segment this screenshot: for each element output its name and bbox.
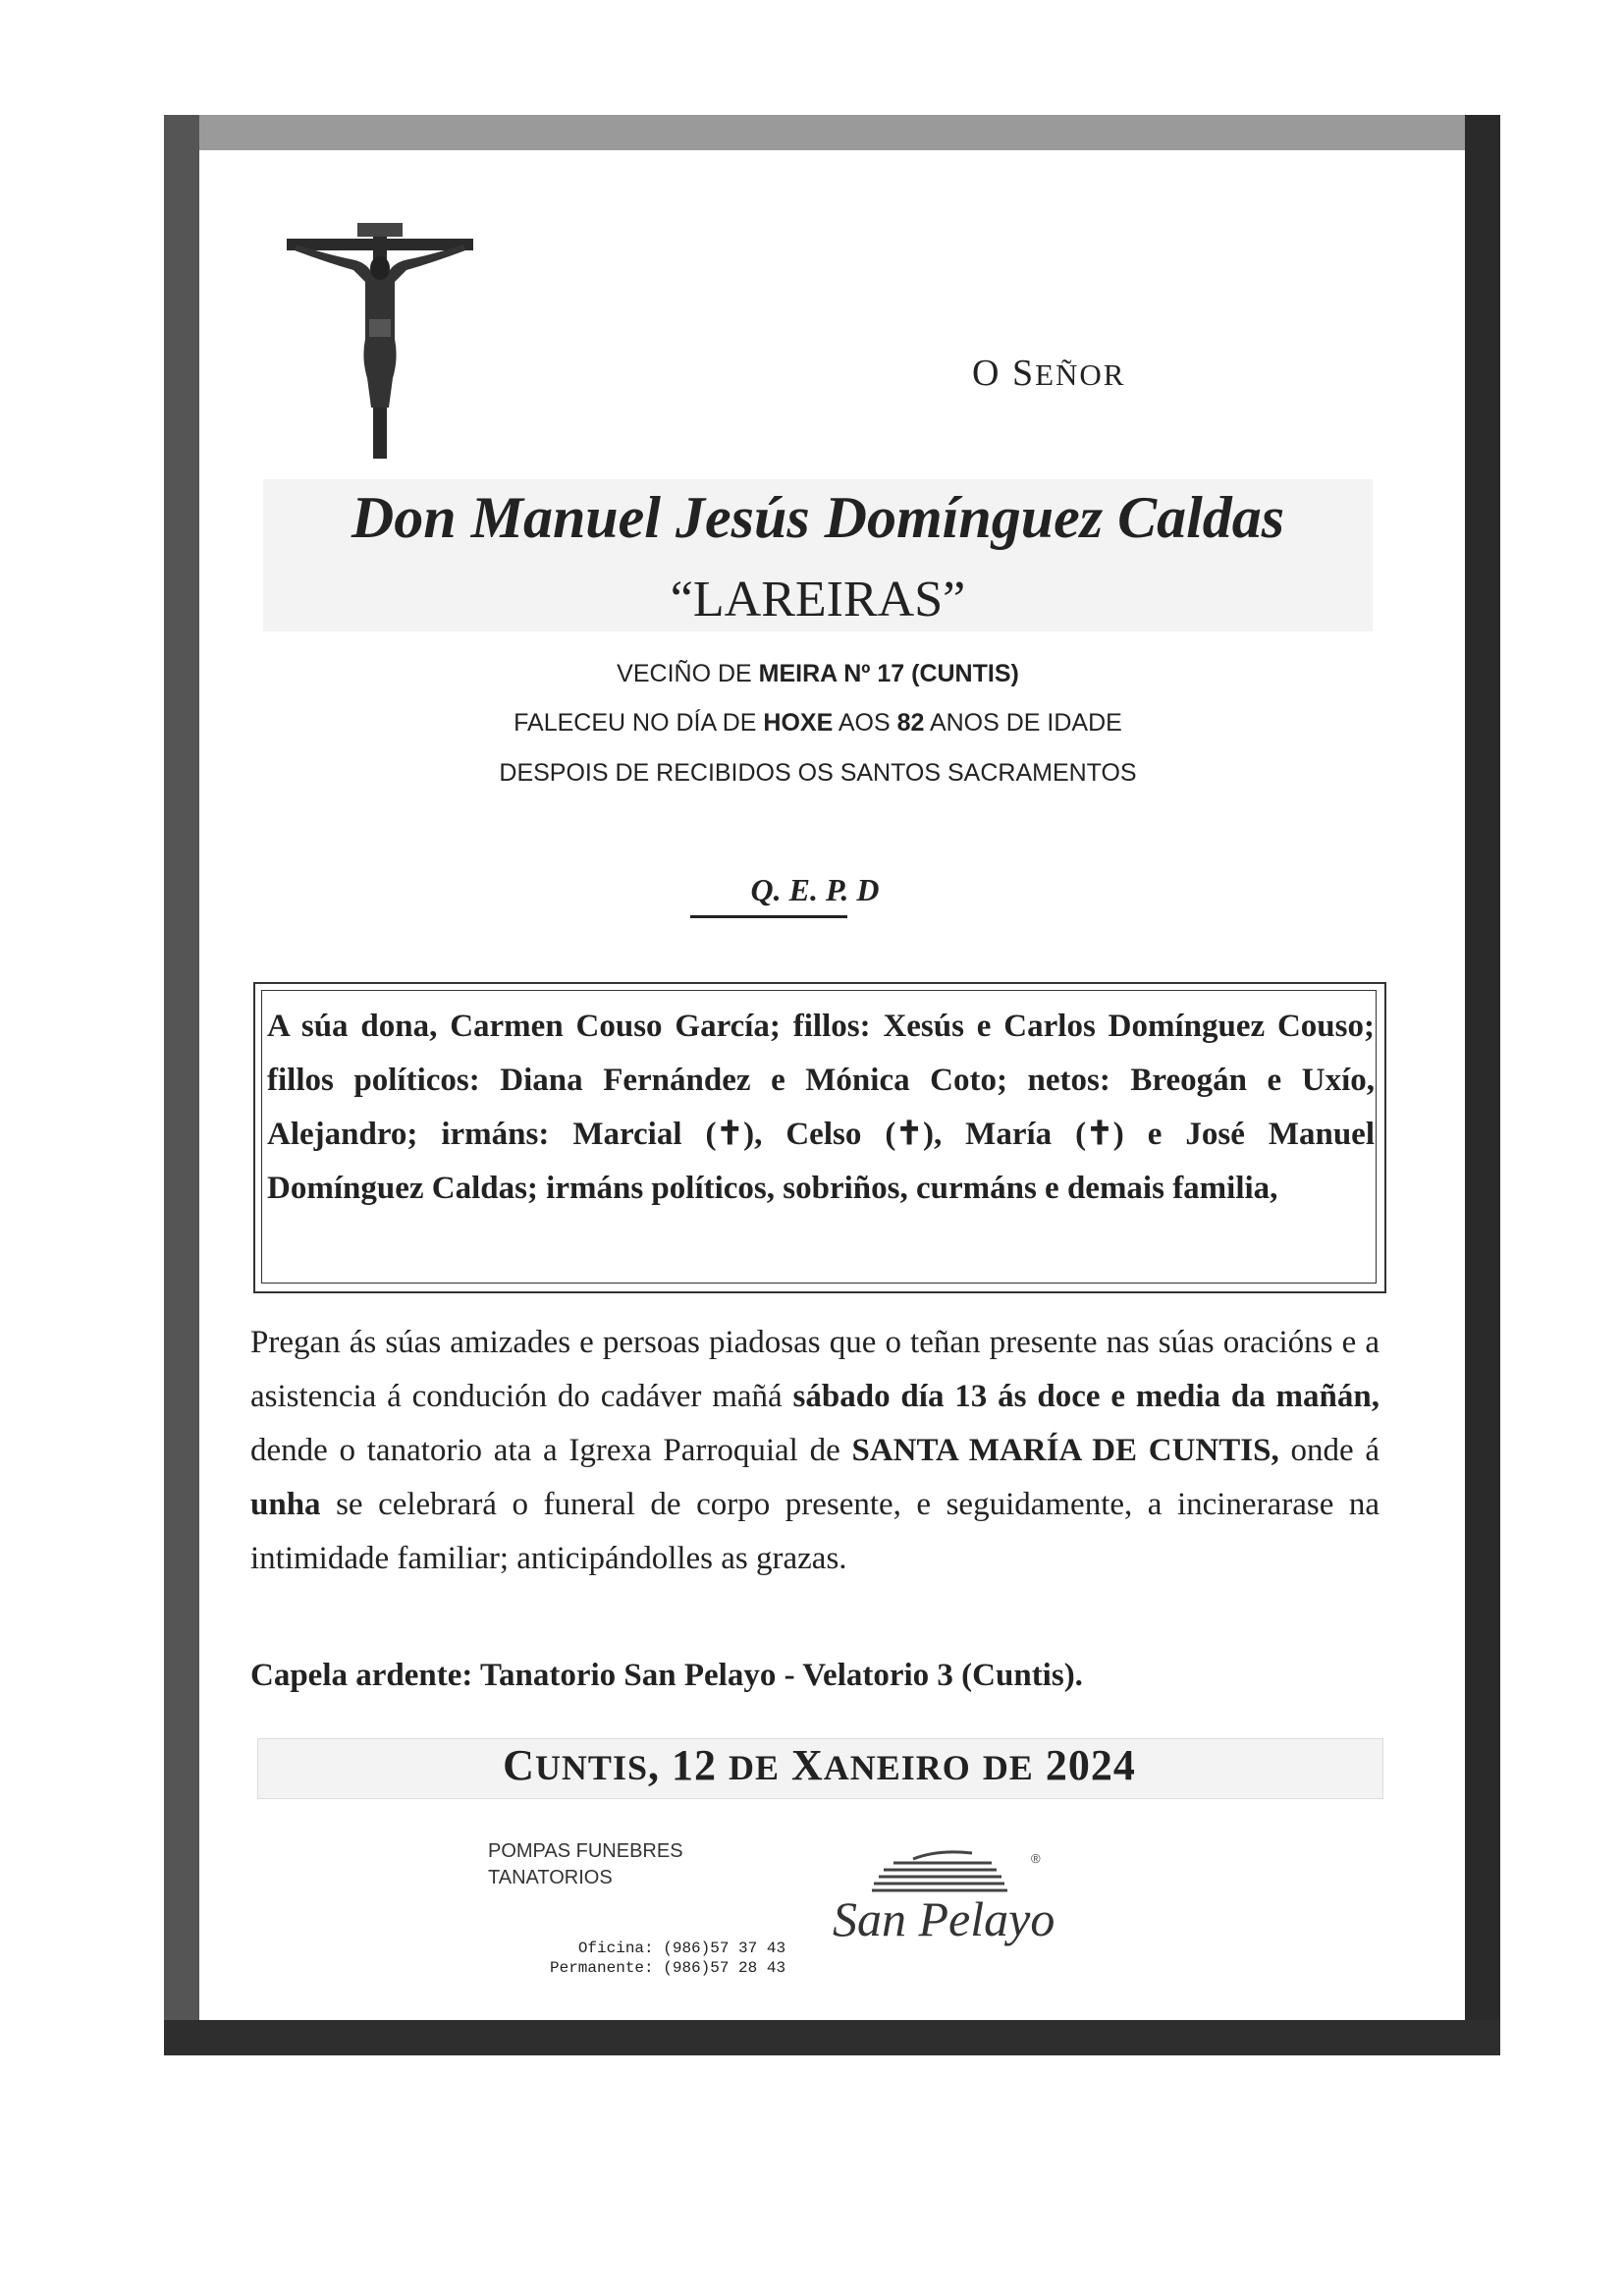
deceased-name: Don Manuel Jesús Domínguez Caldas [351, 485, 1285, 550]
registered-mark: ® [1031, 1851, 1041, 1866]
place-date: CUNTIS, 12 DE XANEIRO DE 2024 [503, 1741, 1136, 1789]
heading-senor: O SEÑOR [972, 353, 1126, 394]
info-line-2: FALECEU NO DÍA DE HOXE AOS 82 ANOS DE IDADE [514, 709, 1122, 737]
contact-phones: Oficina: (986)57 37 43 Permanente: (986)57 28 43 [550, 1940, 786, 1977]
qepd-underline [690, 915, 847, 918]
crucifix-icon [287, 221, 473, 462]
san-pelayo-logo-text: San Pelayo [833, 1891, 1055, 1946]
info-line-3: DESPOIS DE RECIBIDOS OS SANTOS SACRAMENTOS [499, 759, 1137, 787]
funeral-text: Pregan ás súas amizades e persoas piadosas que o teñan presente nas súas oracións e a asistencia á condución do cadáver mañá sábado día 13 ás doce e media da mañán, dende o tanatorio ata a Igrexa Parroquial de SANTA MARÍA DE CUNTIS, onde á unha se celebrará o funeral de corpo presente, e seguidamente, a incinerarase na intimidade familiar; anticipándolles as grazas. [250, 1325, 1380, 1576]
capela-ardente: Capela ardente: Tanatorio San Pelayo - Velatorio 3 (Cuntis). [250, 1658, 1083, 1693]
qepd: Q. E. P. D [750, 872, 880, 907]
deceased-nickname: “LAREIRAS” [670, 572, 966, 628]
frame-left-edge [164, 115, 199, 2055]
frame-bottom-edge [164, 2020, 1500, 2055]
frame-right-edge [1465, 115, 1500, 2055]
family-text: A súa dona, Carmen Couso García; fillos: Xesús e Carlos Domínguez Couso; fillos políticos: Diana Fernández e Mónica Coto; netos: Breogán e Uxío, Alejandro; irmáns: Marcial (✝), Celso (✝), María (✝) e José Manuel Domínguez Caldas; irmáns políticos, sobriños, curmáns e demais familia, [267, 1009, 1375, 1206]
company-services: POMPAS FUNEBRES TANATORIOS [488, 1840, 683, 1888]
info-line-1: VECIÑO DE MEIRA Nº 17 (CUNTIS) [617, 660, 1019, 687]
frame-top-edge [164, 115, 1500, 150]
